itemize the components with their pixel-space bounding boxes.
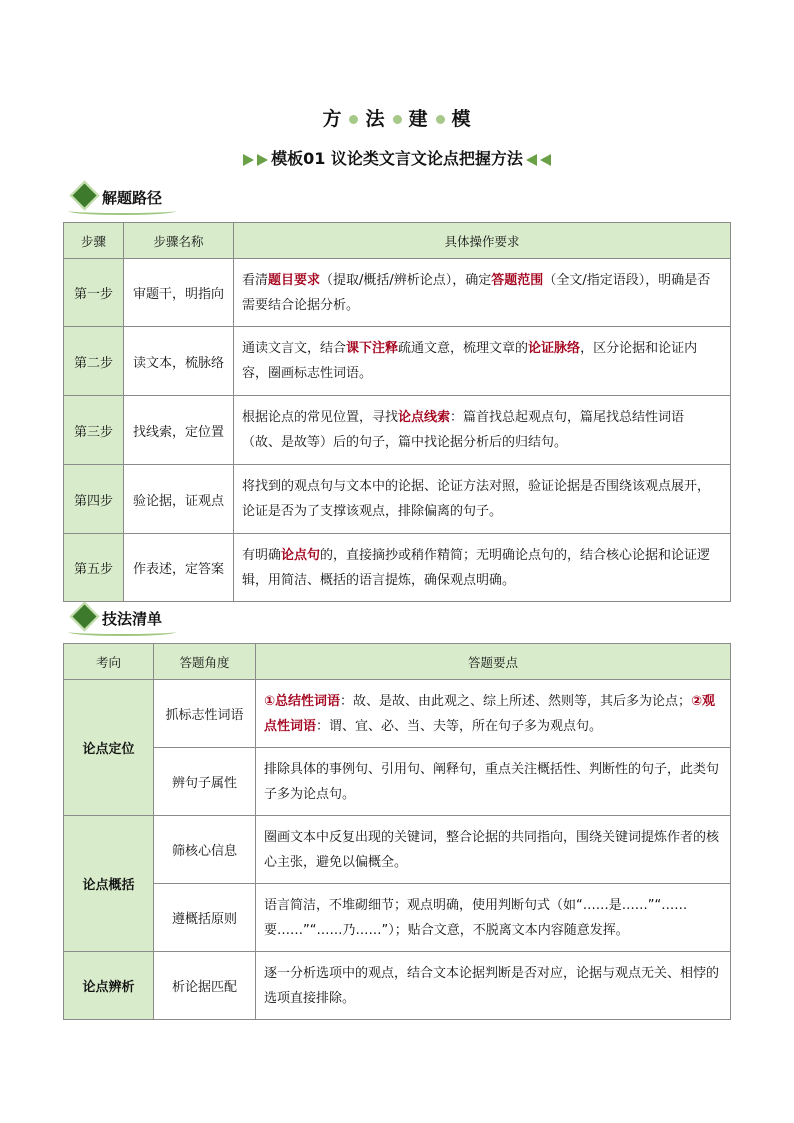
angle-cell: 辨句子属性 <box>154 748 256 816</box>
step-name-cell: 作表述，定答案 <box>124 534 234 602</box>
steps-table <box>63 222 731 602</box>
arrow-left-icon <box>526 154 537 166</box>
title-char: 模 <box>451 108 472 130</box>
highlight-term: 题目要求 <box>268 272 321 288</box>
category-cell: 论点概括 <box>64 816 154 952</box>
table-row <box>64 748 731 816</box>
key-points-cell <box>256 816 731 884</box>
table-row <box>64 465 731 534</box>
page-title <box>0 104 794 131</box>
skills-table <box>63 643 731 1020</box>
step-name-cell: 审题干，明指向 <box>124 259 234 327</box>
step-name-cell: 读文本，梳脉络 <box>124 327 234 396</box>
column-header: 步骤 <box>64 223 124 259</box>
text-run: ：篇首找总起观点句，篇尾找总结性词语（故、是故等）后的句子，篇中找论据分析后的归结句。 <box>242 410 685 450</box>
section-heading-skills <box>66 604 266 638</box>
column-header: 考向 <box>64 644 154 680</box>
step-requirement-cell <box>234 534 731 602</box>
highlight-term: 论点线索 <box>398 410 451 425</box>
table-header-row <box>64 223 731 259</box>
step-requirement-cell <box>234 396 731 465</box>
arrow-left-icon <box>540 154 551 166</box>
step-number-cell: 第二步 <box>64 327 124 396</box>
table-row <box>64 680 731 748</box>
step-name-cell: 找线索，定位置 <box>124 396 234 465</box>
text-run: 通读文言文，结合 <box>242 341 347 356</box>
table-row <box>64 327 731 396</box>
table-row <box>64 816 731 884</box>
highlight-term: 答题范围 <box>491 272 544 288</box>
text-run: （提取/概括/辨析论点），确定 <box>320 272 492 288</box>
table-header-row <box>64 644 731 680</box>
text-run: 看清 <box>242 272 269 288</box>
text-run: 有明确 <box>242 547 282 563</box>
step-number-cell: 第一步 <box>64 259 124 327</box>
table-row <box>64 884 731 952</box>
text-run: （全文/指定语段），明确是否需要结合论据分析。 <box>242 272 711 313</box>
key-points-cell <box>256 952 731 1020</box>
title-char: 建 <box>408 108 429 130</box>
title-dot <box>349 115 358 124</box>
step-number-cell: 第三步 <box>64 396 124 465</box>
underline-swoosh <box>68 628 176 636</box>
step-name-cell: 验论据，证观点 <box>124 465 234 534</box>
text-run: 排除具体的事例句、引用句、阐释句，重点关注概括性、判断性的句子，此类句子多为论点句。 <box>264 761 720 802</box>
column-header: 答题要点 <box>256 644 731 680</box>
highlight-term: ①总结性词语 <box>264 693 341 709</box>
diamond-icon <box>70 181 100 211</box>
step-requirement-cell <box>234 327 731 396</box>
table-row <box>64 396 731 465</box>
title-char: 方 <box>322 108 343 130</box>
angle-cell: 抓标志性词语 <box>154 680 256 748</box>
section-heading-label: 技法清单 <box>102 610 163 628</box>
template-subtitle <box>0 146 794 169</box>
text-run: 疏通文意，梳理文章的 <box>398 341 529 356</box>
section-heading-label: 解题路径 <box>102 189 163 207</box>
angle-cell: 析论据匹配 <box>154 952 256 1020</box>
text-run: ：故、是故、由此观之、综上所述、然则等，其后多为论点； <box>340 693 692 709</box>
column-header: 具体操作要求 <box>234 223 731 259</box>
text-run: ：谓、宜、必、当、夫等，所在句子多为观点句。 <box>316 718 603 734</box>
step-requirement-cell <box>234 465 731 534</box>
step-requirement-cell <box>234 259 731 327</box>
key-points-cell <box>256 748 731 816</box>
title-dot <box>436 115 445 124</box>
key-points-cell <box>256 680 731 748</box>
column-header: 答题角度 <box>154 644 256 680</box>
arrow-right-icon <box>243 154 254 166</box>
table-row <box>64 952 731 1020</box>
text-run: ，区分论据和论证内容，圈画标志性词语。 <box>242 341 698 381</box>
steps-table-body <box>64 259 731 602</box>
category-cell: 论点定位 <box>64 680 154 816</box>
section-heading-path <box>66 183 266 217</box>
underline-swoosh <box>68 207 176 215</box>
table-row <box>64 534 731 602</box>
highlight-term: 论证脉络 <box>528 341 581 356</box>
category-cell: 论点辨析 <box>64 952 154 1020</box>
text-run: 根据论点的常见位置，寻找 <box>242 410 399 425</box>
text-run: 圈画文本中反复出现的关键词，整合论据的共同指向，围绕关键词提炼作者的核心主张，避免以偏概全。 <box>264 829 720 870</box>
table-row <box>64 259 731 327</box>
subtitle-text: 模板01 议论类文言文论点把握方法 <box>271 149 523 168</box>
arrow-right-icon <box>257 154 268 166</box>
title-char: 法 <box>365 108 386 130</box>
column-header: 步骤名称 <box>124 223 234 259</box>
text-run: 的，直接摘抄或稍作精简；无明确论点句的，结合核心论据和论证逻辑，用简洁、概括的语言提炼，确保观点明确。 <box>242 547 711 588</box>
key-points-cell <box>256 884 731 952</box>
highlight-term: 课下注释 <box>346 341 399 356</box>
skills-table-body <box>64 680 731 1020</box>
highlight-term: 论点句 <box>281 547 321 563</box>
step-number-cell: 第四步 <box>64 465 124 534</box>
step-number-cell: 第五步 <box>64 534 124 602</box>
title-dot <box>393 115 402 124</box>
angle-cell: 筛核心信息 <box>154 816 256 884</box>
text-run: 逐一分析选项中的观点，结合文本论据判断是否对应，论据与观点无关、相悖的选项直接排除。 <box>264 965 720 1006</box>
highlight-term: ②观点性词语 <box>264 693 716 734</box>
angle-cell: 遵概括原则 <box>154 884 256 952</box>
diamond-icon <box>70 602 100 632</box>
text-run: 将找到的观点句与文本中的论据、论证方法对照，验证论据是否围绕该观点展开，论证是否为了支撑该观点，排除偏离的句子。 <box>242 479 711 519</box>
text-run: 语言简洁，不堆砌细节；观点明确，使用判断句式（如“……是……”“……要……”“……乃……”）；贴合文意，不脱离文本内容随意发挥。 <box>264 897 688 938</box>
